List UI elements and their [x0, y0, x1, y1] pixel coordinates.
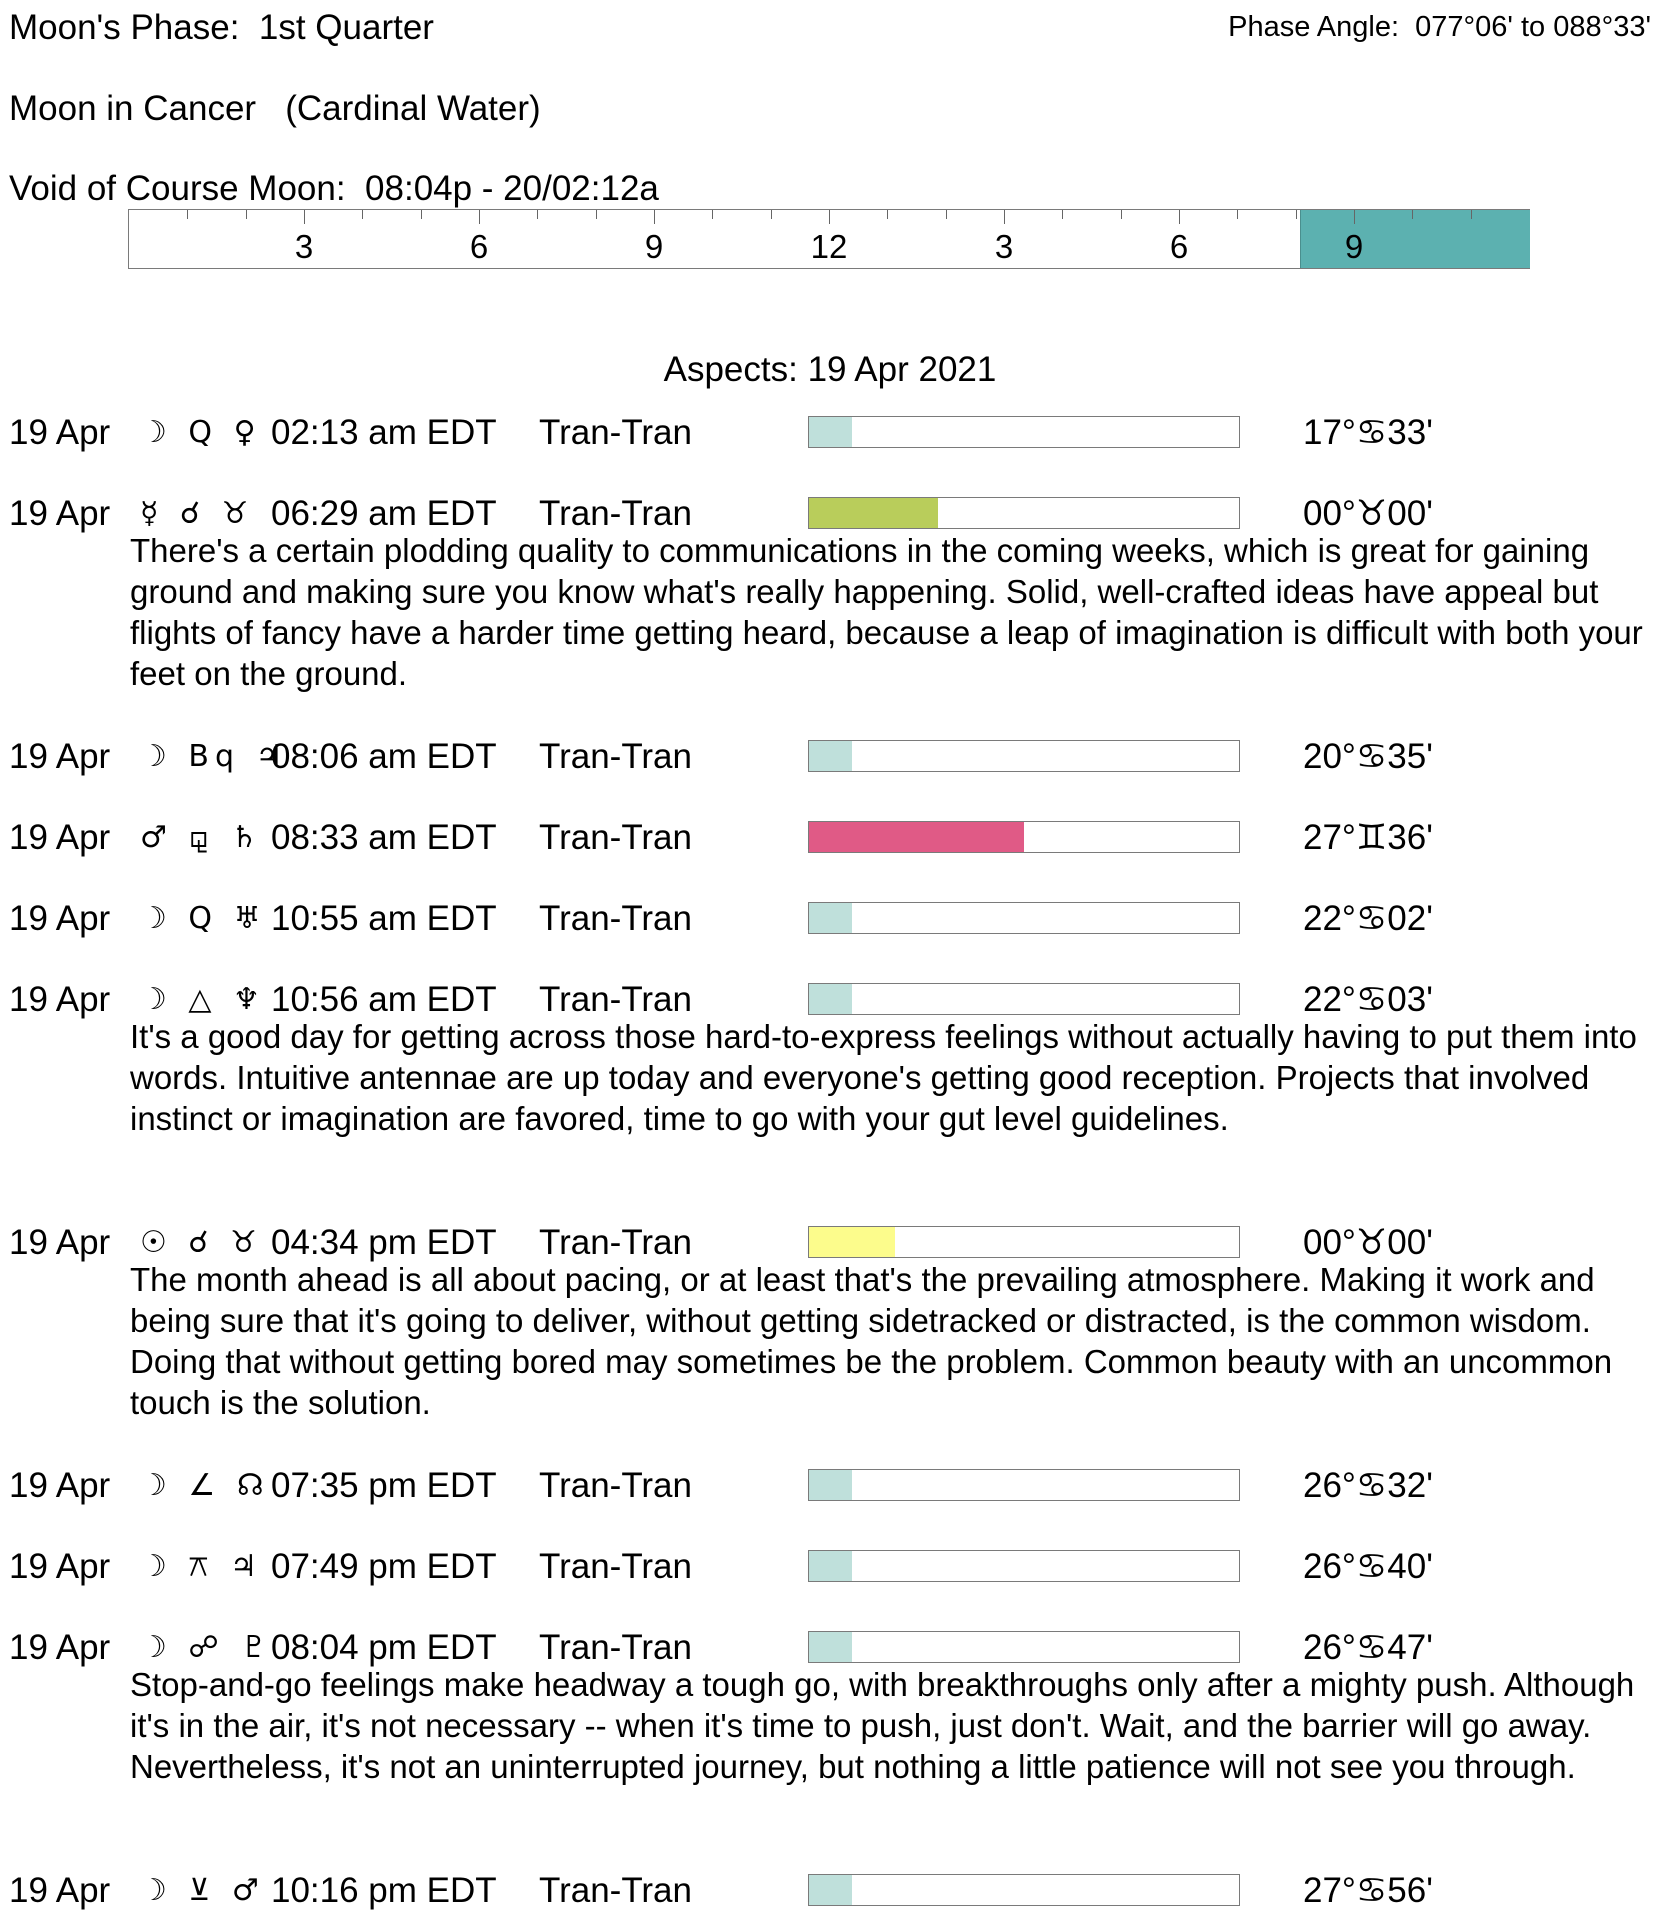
aspect-time: 07:35 pm EDT: [271, 1466, 497, 1505]
aspect-type: Tran-Tran: [539, 1223, 692, 1262]
aspect-row: [0, 816, 1660, 860]
timeline-tick: [1121, 210, 1122, 219]
timeline-tick: [362, 210, 363, 219]
aspect-row: [0, 1464, 1660, 1508]
aspect-position: 17°♋33': [1303, 413, 1433, 452]
timeline-tick: [1412, 210, 1413, 219]
aspect-date: 19 Apr: [9, 737, 111, 776]
moon-phase: Moon's Phase: 1st Quarter: [9, 8, 434, 47]
aspect-date: 19 Apr: [9, 1223, 111, 1262]
aspect-type: Tran-Tran: [539, 899, 692, 938]
aspect-strength-fill: [809, 903, 852, 933]
timeline-tick: [479, 210, 480, 224]
aspect-date: 19 Apr: [9, 1628, 111, 1667]
aspect-position: 27°♋56': [1303, 1871, 1433, 1910]
timeline-tick: [1179, 210, 1180, 224]
aspect-strength-fill: [809, 741, 852, 771]
aspect-time: 10:16 pm EDT: [271, 1871, 497, 1910]
aspect-strength-fill: [809, 1470, 852, 1500]
timeline-tick: [187, 210, 188, 219]
aspect-strength-bar: [808, 416, 1240, 448]
aspect-position: 27°♊36': [1303, 818, 1433, 857]
timeline-tick: [1237, 210, 1238, 219]
aspect-position: 26°♋47': [1303, 1628, 1433, 1667]
aspect-strength-bar: [808, 740, 1240, 772]
aspect-strength-fill: [809, 1875, 852, 1905]
aspect-interpretation: There's a certain plodding quality to communications in the coming weeks, which is great for gaining ground and making sure you know what's really happening. Solid, well-crafted ideas have appeal but flights of fancy have a harder time getting heard, because a leap of imagination is difficult with both your feet on the ground.: [130, 532, 1643, 692]
aspect-strength-bar: [808, 1226, 1240, 1258]
aspect-strength-bar: [808, 1469, 1240, 1501]
aspect-row: [0, 735, 1660, 779]
aspect-type: Tran-Tran: [539, 413, 692, 452]
aspect-type: Tran-Tran: [539, 494, 692, 533]
aspect-strength-bar: [808, 497, 1240, 529]
aspect-interpretation: Stop-and-go feelings make headway a tough go, with breakthroughs only after a mighty push. Although it's in the air, it's not necessary -- when it's time to push, just don't. Wait, and the barrier will go away. Nevertheless, it's not an uninterrupted journey, but nothing a little patience will not see you through.: [130, 1666, 1635, 1785]
aspect-row: [0, 411, 1660, 455]
aspect-glyphs: ☽ ∠ ☊: [140, 1468, 270, 1503]
aspect-strength-fill: [809, 1227, 895, 1257]
aspect-type: Tran-Tran: [539, 980, 692, 1019]
void-of-course: Void of Course Moon: 08:04p - 20/02:12a: [9, 169, 659, 208]
aspect-date: 19 Apr: [9, 413, 111, 452]
timeline-tick: [829, 210, 830, 224]
aspect-position: 22°♋02': [1303, 899, 1433, 938]
aspect-strength-fill: [809, 1632, 852, 1662]
aspect-strength-bar: [808, 821, 1240, 853]
aspect-position: 20°♋35': [1303, 737, 1433, 776]
timeline-tick: [1354, 210, 1355, 224]
aspect-type: Tran-Tran: [539, 1547, 692, 1586]
void-of-course-timeline: [128, 209, 1530, 269]
timeline-tick: [654, 210, 655, 224]
aspect-glyphs: ☿ ☌ ♉: [140, 496, 255, 531]
aspect-strength-bar: [808, 902, 1240, 934]
aspect-date: 19 Apr: [9, 818, 111, 857]
aspect-type: Tran-Tran: [539, 818, 692, 857]
aspect-strength-fill: [809, 417, 852, 447]
timeline-hour-label: 3: [994, 228, 1014, 265]
aspect-glyphs: ☽ △ ♆: [140, 982, 266, 1017]
timeline-tick: [1004, 210, 1005, 224]
timeline-tick: [246, 210, 247, 219]
aspect-position: 00°♉00': [1303, 494, 1433, 533]
aspect-glyphs: ♂ ⚼ ♄: [140, 820, 264, 855]
aspect-strength-bar: [808, 1874, 1240, 1906]
aspect-interpretation: The month ahead is all about pacing, or at least that's the prevailing atmosphere. Making it work and being sure that it's going to deliver, without getting sidetracked or distracted, is the common wisdom. Doing that without getting bored may sometimes be the problem. Common beauty with an uncommon touch is the solution.: [130, 1261, 1613, 1421]
aspect-time: 10:56 am EDT: [271, 980, 497, 1019]
timeline-tick: [1062, 210, 1063, 219]
aspects-title: Aspects: 19 Apr 2021: [663, 350, 997, 389]
aspect-date: 19 Apr: [9, 980, 111, 1019]
aspect-glyphs: ☉ ☌ ♉: [140, 1225, 264, 1260]
aspect-strength-bar: [808, 1631, 1240, 1663]
aspect-glyphs: ☽ Q ♅: [140, 901, 267, 936]
aspect-glyphs: ☽ ⚻ ♃: [140, 1549, 263, 1584]
aspect-glyphs: ☽ Bq ♃: [140, 739, 289, 774]
timeline-tick: [946, 210, 947, 219]
aspect-glyphs: ☽ Q ♀: [140, 415, 262, 450]
timeline-hour-label: 6: [1169, 228, 1189, 265]
timeline-hour-label: 9: [1344, 228, 1364, 265]
timeline-hour-label: 3: [294, 228, 314, 265]
timeline-hour-label: 12: [810, 228, 848, 265]
timeline-hour-label: 6: [469, 228, 489, 265]
aspect-date: 19 Apr: [9, 494, 111, 533]
aspect-glyphs: ☽ ☍ ♇: [140, 1630, 274, 1665]
aspect-position: 26°♋40': [1303, 1547, 1433, 1586]
timeline-tick: [1296, 210, 1297, 219]
aspect-time: 04:34 pm EDT: [271, 1223, 497, 1262]
timeline-tick: [596, 210, 597, 219]
timeline-tick: [537, 210, 538, 219]
timeline-tick: [887, 210, 888, 219]
timeline-tick: [771, 210, 772, 219]
timeline-hour-label: 9: [644, 228, 664, 265]
aspect-type: Tran-Tran: [539, 1466, 692, 1505]
aspect-date: 19 Apr: [9, 1547, 111, 1586]
aspect-time: 10:55 am EDT: [271, 899, 497, 938]
aspect-strength-fill: [809, 498, 938, 528]
aspect-interpretation: It's a good day for getting across those hard-to-express feelings without actually having to put them into words. Intuitive antennae are up today and everyone's getting good reception. Projects that involved instinct or imagination are favored, time to go with your gut level guidelines.: [130, 1018, 1637, 1137]
aspect-time: 02:13 am EDT: [271, 413, 497, 452]
aspect-type: Tran-Tran: [539, 1628, 692, 1667]
aspect-strength-bar: [808, 1550, 1240, 1582]
timeline-tick: [1471, 210, 1472, 219]
aspect-strength-bar: [808, 983, 1240, 1015]
aspect-time: 06:29 am EDT: [271, 494, 497, 533]
aspect-date: 19 Apr: [9, 1871, 111, 1910]
aspect-row: [0, 897, 1660, 941]
aspect-row: [0, 1869, 1660, 1913]
aspect-time: 07:49 pm EDT: [271, 1547, 497, 1586]
aspect-date: 19 Apr: [9, 899, 111, 938]
moon-sign: Moon in Cancer (Cardinal Water): [9, 89, 541, 128]
aspect-position: 00°♉00': [1303, 1223, 1433, 1262]
timeline-tick: [304, 210, 305, 224]
timeline-tick: [421, 210, 422, 219]
aspect-strength-fill: [809, 1551, 852, 1581]
aspect-glyphs: ☽ ⊻ ♂: [140, 1873, 265, 1908]
timeline-tick: [712, 210, 713, 219]
aspect-date: 19 Apr: [9, 1466, 111, 1505]
aspect-strength-fill: [809, 984, 852, 1014]
aspect-position: 22°♋03': [1303, 980, 1433, 1019]
aspect-position: 26°♋32': [1303, 1466, 1433, 1505]
aspect-type: Tran-Tran: [539, 737, 692, 776]
phase-angle: Phase Angle: 077°06' to 088°33': [1228, 11, 1651, 43]
aspect-time: 08:04 pm EDT: [271, 1628, 497, 1667]
aspect-type: Tran-Tran: [539, 1871, 692, 1910]
aspect-strength-fill: [809, 822, 1024, 852]
aspect-time: 08:06 am EDT: [271, 737, 497, 776]
aspect-time: 08:33 am EDT: [271, 818, 497, 857]
aspect-row: [0, 1545, 1660, 1589]
